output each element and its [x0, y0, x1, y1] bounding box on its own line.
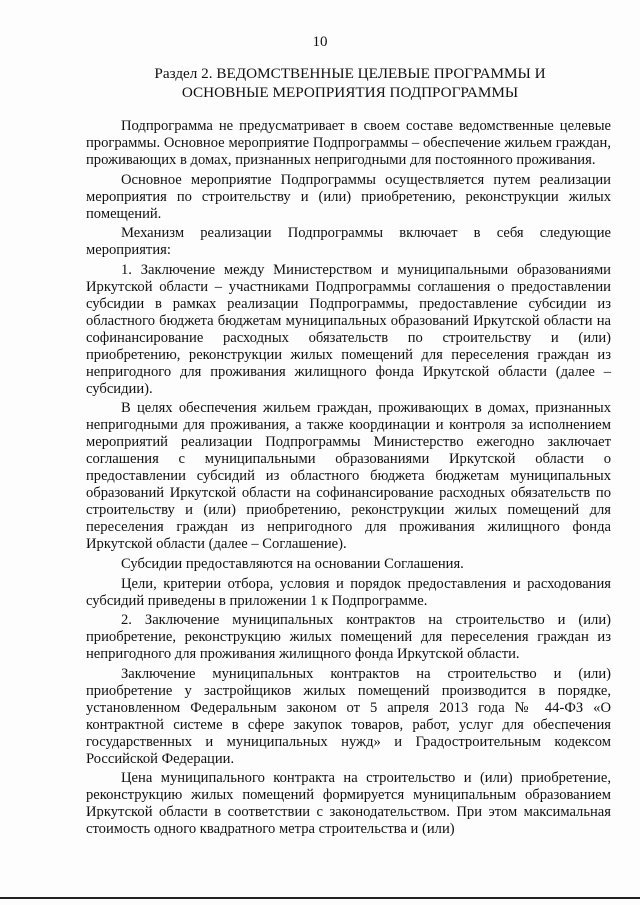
section-title	[150, 64, 550, 102]
paragraph-8-item-2: 2. Заключение муниципальных контрактов на строительство и (или) приобретение, реконструкцию жилых помещений для переселения граждан из непригодного для проживания жилищного фонда Иркутской области.	[86, 612, 611, 663]
paragraph-1: Подпрограмма не предусматривает в своем составе ведомственные целевые программы. Основное мероприятие Подпрограммы – обеспечение жильем граждан, проживающих в домах, признанных непригодными для постоянного проживания.	[86, 118, 611, 168]
paragraph-9: Заключение муниципальных контрактов на строительство и (или) приобретение у застройщиков жилых помещений производится в порядке, установленном Федеральным законом от 5 апреля 2013 года № 44-ФЗ «О контрактной системе в сфере закупок товаров, работ, услуг для обеспечения государственных и муниципальных нужд» и Градостроительным кодексом Российской Федерации.	[86, 665, 611, 767]
body-text	[86, 118, 611, 841]
paragraph-5: В целях обеспечения жильем граждан, проживающих в домах, признанных непригодными для проживания, а также координации и контроля за исполнением мероприятий реализации Подпрограммы Министерство ежегодно заключает соглашения с муниципальными образованиями Иркутской области о предоставлении субсидий из областного бюджета бюджетам муниципальных образований Иркутской области на софинансирование расходных обязательств по строительству и (или) приобретению, реконструкции жилых помещений для переселения граждан из непригодного для проживания жилищного фонда Иркутской области (далее – Соглашение).	[86, 400, 611, 553]
section-title-line-2: ОСНОВНЫЕ МЕРОПРИЯТИЯ ПОДПРОГРАММЫ	[181, 84, 519, 101]
page-number: 10	[312, 34, 328, 50]
page-bottom-edge	[0, 897, 640, 899]
paragraph-4-item-1: 1. Заключение между Министерством и муниципальными образованиями Иркутской области – участниками Подпрограммы соглашения о предоставлении субсидии в рамках реализации Подпрограммы, предоставление субсидии из областного бюджета бюджетам муниципальных образований Иркутской области на софинансирование расходных обязательств по строительству и (или) приобретению, реконструкции жилых помещений для переселения граждан из непригодного для проживания жилищного фонда Иркутской области (далее – субсидии).	[86, 261, 611, 397]
section-title-line-1: Раздел 2. ВЕДОМСТВЕННЫЕ ЦЕЛЕВЫЕ ПРОГРАММЫ И	[154, 65, 546, 82]
paragraph-6: Субсидии предоставляются на основании Соглашения.	[121, 555, 464, 572]
paragraph-10: Цена муниципального контракта на строительство и (или) приобретение, реконструкцию жилых помещений формируется муниципальным образованием Иркутской области в соответствии с законодательством. При этом максимальная стоимость одного квадратного метра строительства и (или)	[86, 770, 611, 838]
paragraph-7: Цели, критерии отбора, условия и порядок предоставления и расходования субсидий приведены в приложении 1 к Подпрограмме.	[86, 575, 611, 609]
paragraph-3: Механизм реализации Подпрограммы включает в себя следующие мероприятия:	[86, 225, 611, 259]
paragraph-2: Основное мероприятие Подпрограммы осуществляется путем реализации мероприятия по строительству и (или) приобретению, реконструкции жилых помещений.	[86, 171, 611, 222]
